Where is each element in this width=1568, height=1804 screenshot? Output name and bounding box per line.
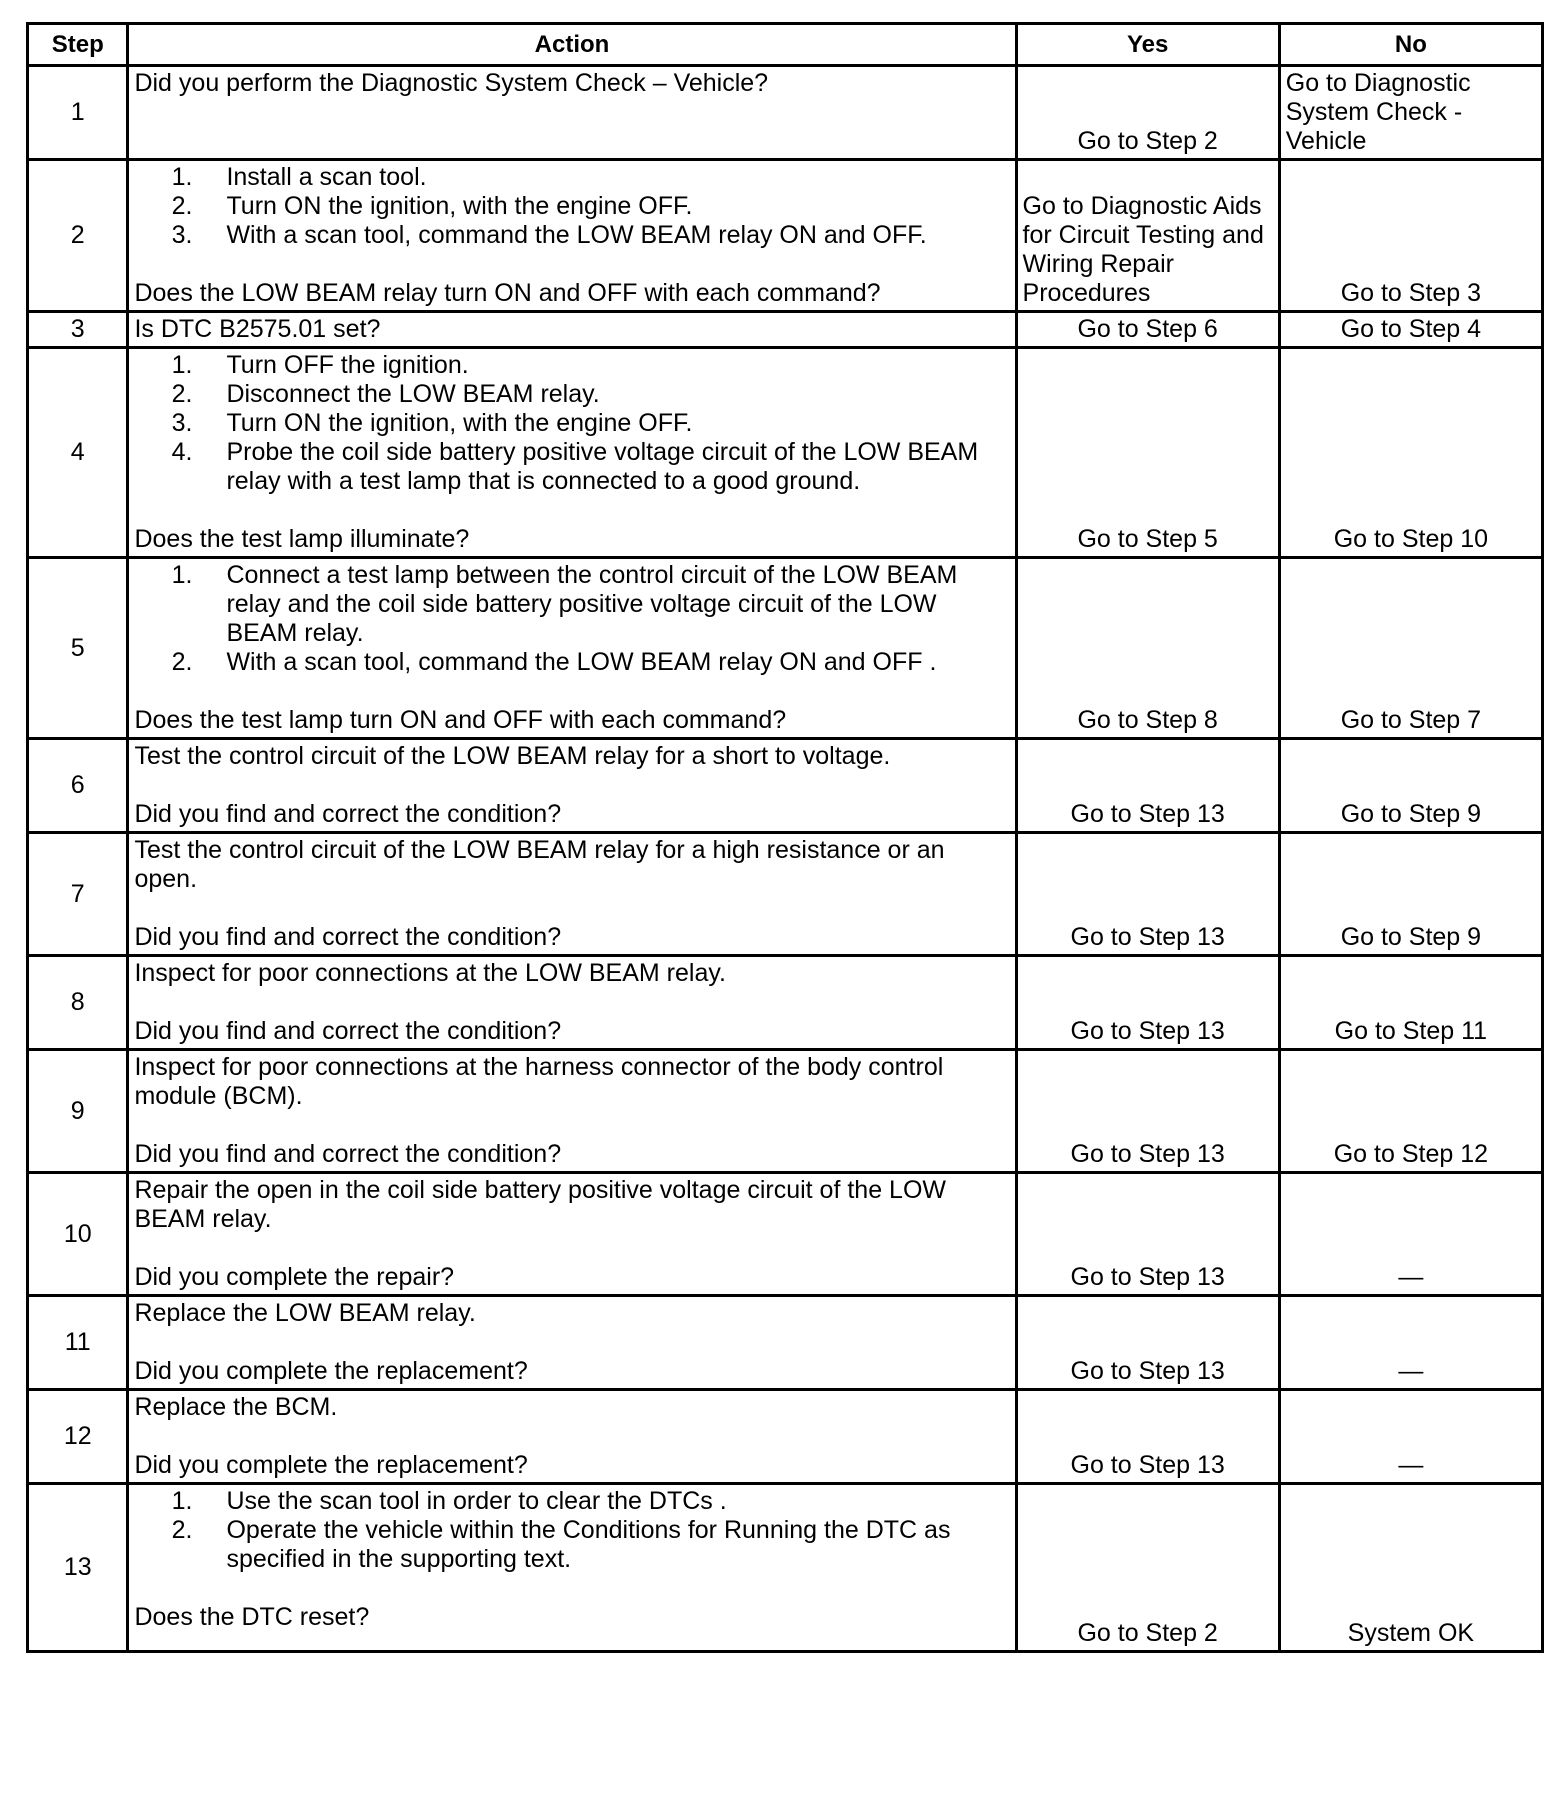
no-cell: Go to Step 3 — [1279, 160, 1542, 312]
yes-cell: Go to Step 8 — [1016, 558, 1279, 739]
yes-cell: Go to Step 13 — [1016, 739, 1279, 833]
question: Did you find and correct the condition? — [134, 1017, 562, 1045]
header-step: Step — [28, 24, 128, 66]
yes-cell: Go to Step 13 — [1016, 1296, 1279, 1390]
step-number: 1 — [28, 66, 128, 160]
table-row — [28, 1173, 1543, 1296]
no-cell: — — [1279, 1296, 1542, 1390]
substep-list — [134, 351, 1009, 496]
action-cell — [128, 66, 1016, 160]
list-item: 1. Install a scan tool. — [171, 163, 427, 191]
step-number: 8 — [28, 956, 128, 1050]
instruction: Repair the open in the coil side battery positive voltage circuit of the LOW BEAM relay. — [134, 1176, 946, 1233]
substep-list — [134, 1487, 1009, 1574]
question: Did you complete the repair? — [134, 1263, 455, 1291]
action-cell — [128, 739, 1016, 833]
no-cell: Go to Step 4 — [1279, 312, 1542, 348]
yes-cell: Go to Step 13 — [1016, 1050, 1279, 1173]
instruction: Inspect for poor connections at the harness connector of the body control module (BCM). — [134, 1053, 944, 1110]
no-cell: Go to Step 10 — [1279, 348, 1542, 558]
substep-list — [134, 163, 1009, 250]
step-number: 5 — [28, 558, 128, 739]
step-number: 13 — [28, 1484, 128, 1652]
table-row — [28, 312, 1543, 348]
header-yes: Yes — [1016, 24, 1279, 66]
question: Does the test lamp turn ON and OFF with each command? — [134, 706, 787, 734]
action-cell — [128, 1484, 1016, 1652]
step-number: 2 — [28, 160, 128, 312]
instruction: Replace the BCM. — [134, 1393, 338, 1421]
action-cell — [128, 160, 1016, 312]
action-cell — [128, 1050, 1016, 1173]
list-item: 2. Disconnect the LOW BEAM relay. — [171, 380, 600, 408]
question: Does the DTC reset? — [134, 1603, 370, 1631]
no-cell: Go to Diagnostic System Check - Vehicle — [1279, 66, 1542, 160]
table-row — [28, 1390, 1543, 1484]
instruction: Replace the LOW BEAM relay. — [134, 1299, 476, 1327]
instruction: Inspect for poor connections at the LOW BEAM relay. — [134, 959, 726, 987]
yes-cell: Go to Step 13 — [1016, 1390, 1279, 1484]
list-item: 3. Turn ON the ignition, with the engine OFF. — [171, 409, 693, 437]
table-row — [28, 160, 1543, 312]
no-cell: Go to Step 7 — [1279, 558, 1542, 739]
action-cell — [128, 312, 1016, 348]
no-cell: System OK — [1279, 1484, 1542, 1652]
no-cell: — — [1279, 1173, 1542, 1296]
step-number: 10 — [28, 1173, 128, 1296]
list-item: 1. Use the scan tool in order to clear the DTCs . — [171, 1487, 727, 1515]
table-row — [28, 1050, 1543, 1173]
question: Did you find and correct the condition? — [134, 1140, 562, 1168]
action-cell — [128, 1390, 1016, 1484]
question: Does the test lamp illuminate? — [134, 525, 470, 553]
no-cell: Go to Step 9 — [1279, 739, 1542, 833]
yes-cell: Go to Step 13 — [1016, 956, 1279, 1050]
table-row — [28, 739, 1543, 833]
step-number: 4 — [28, 348, 128, 558]
action-cell — [128, 956, 1016, 1050]
step-number: 7 — [28, 833, 128, 956]
yes-cell: Go to Step 2 — [1016, 1484, 1279, 1652]
list-item: 1. Connect a test lamp between the control circuit of the LOW BEAM relay and the coil side battery positive voltage circuit of the LOW BEAM relay. — [171, 561, 958, 647]
instruction: Test the control circuit of the LOW BEAM relay for a short to voltage. — [134, 742, 891, 770]
instruction: Test the control circuit of the LOW BEAM relay for a high resistance or an open. — [134, 836, 945, 893]
list-item: 2. Operate the vehicle within the Conditions for Running the DTC as specified in the supporting text. — [171, 1516, 951, 1573]
diagnostic-table — [26, 22, 1544, 1653]
action-cell — [128, 1296, 1016, 1390]
table-row — [28, 1296, 1543, 1390]
instruction: Did you perform the Diagnostic System Check – Vehicle? — [134, 69, 769, 97]
substep-list — [134, 561, 1009, 677]
yes-cell: Go to Step 13 — [1016, 1173, 1279, 1296]
table-row — [28, 1484, 1543, 1652]
step-number: 9 — [28, 1050, 128, 1173]
yes-cell: Go to Step 13 — [1016, 833, 1279, 956]
question: Did you find and correct the condition? — [134, 800, 562, 828]
header-row — [28, 24, 1543, 66]
list-item: 2. With a scan tool, command the LOW BEAM relay ON and OFF . — [171, 648, 937, 676]
header-no: No — [1279, 24, 1542, 66]
yes-cell: Go to Step 6 — [1016, 312, 1279, 348]
list-item: 3. With a scan tool, command the LOW BEAM relay ON and OFF. — [171, 221, 927, 249]
action-cell — [128, 558, 1016, 739]
step-number: 12 — [28, 1390, 128, 1484]
action-cell — [128, 833, 1016, 956]
list-item: 1. Turn OFF the ignition. — [171, 351, 469, 379]
table-row — [28, 66, 1543, 160]
question: Is DTC B2575.01 set? — [134, 315, 381, 343]
no-cell: Go to Step 9 — [1279, 833, 1542, 956]
step-number: 11 — [28, 1296, 128, 1390]
yes-cell: Go to Step 2 — [1016, 66, 1279, 160]
header-action: Action — [128, 24, 1016, 66]
table-row — [28, 558, 1543, 739]
step-number: 6 — [28, 739, 128, 833]
question: Did you complete the replacement? — [134, 1357, 528, 1385]
question: Did you find and correct the condition? — [134, 923, 562, 951]
table-row — [28, 348, 1543, 558]
table-row — [28, 833, 1543, 956]
list-item: 4. Probe the coil side battery positive voltage circuit of the LOW BEAM relay with a test lamp that is connected to a good ground. — [171, 438, 979, 495]
action-cell — [128, 1173, 1016, 1296]
list-item: 2. Turn ON the ignition, with the engine OFF. — [171, 192, 693, 220]
no-cell: — — [1279, 1390, 1542, 1484]
yes-cell: Go to Step 5 — [1016, 348, 1279, 558]
yes-cell: Go to Diagnostic Aids for Circuit Testing and Wiring Repair Procedures — [1016, 160, 1279, 312]
no-cell: Go to Step 11 — [1279, 956, 1542, 1050]
action-cell — [128, 348, 1016, 558]
no-cell: Go to Step 12 — [1279, 1050, 1542, 1173]
question: Does the LOW BEAM relay turn ON and OFF with each command? — [134, 279, 881, 307]
table-row — [28, 956, 1543, 1050]
step-number: 3 — [28, 312, 128, 348]
question: Did you complete the replacement? — [134, 1451, 528, 1479]
